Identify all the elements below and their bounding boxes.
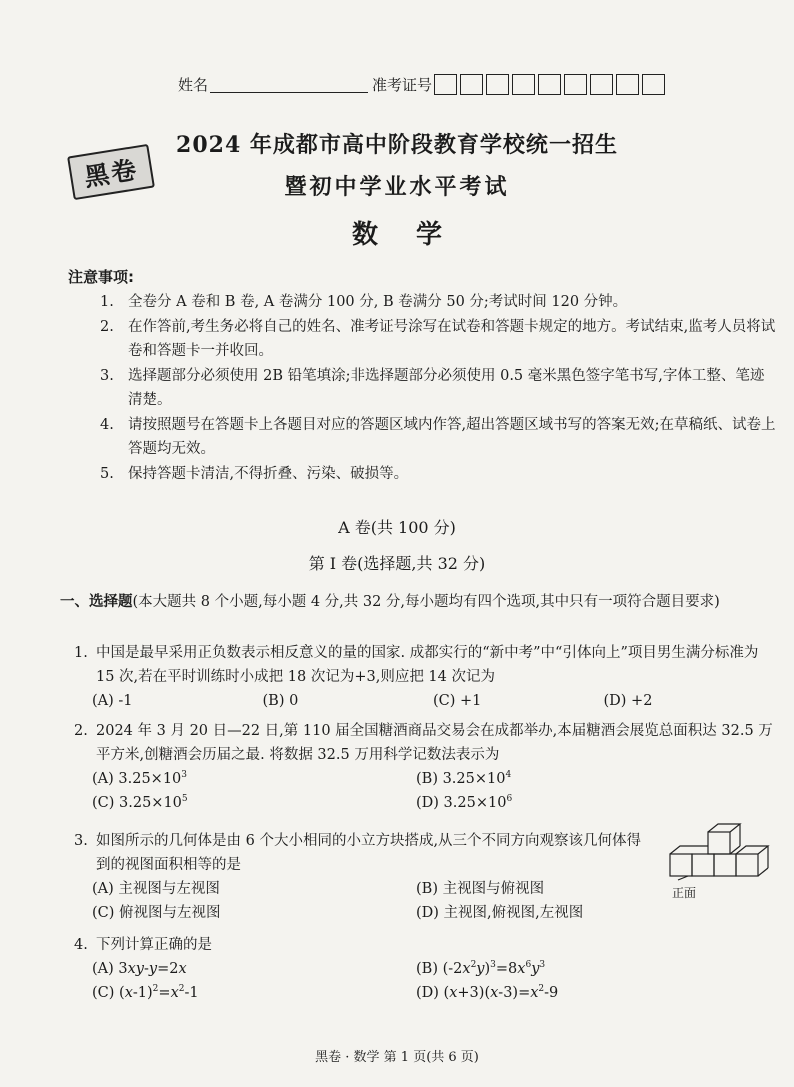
option-c: (C) 俯视图与左视图 xyxy=(92,905,221,921)
ticket-digit-box[interactable] xyxy=(616,74,639,95)
part1-label: 一、选择题 xyxy=(60,594,133,610)
option-c: (C) $3.25\times 10^5$ xyxy=(92,794,188,811)
black-paper-stamp: 黑卷 xyxy=(67,144,155,200)
note-item: 3. 选择题部分必须使用 2B 铅笔填涂;非选择题部分必须使用 0.5 毫米黑色签字笔书写,字体工整、笔迹清楚。 xyxy=(100,367,765,408)
note-item: 4. 请按照题号在答题卡上各题目对应的答题区域内作答,超出答题区域书写的答案无效;在草稿纸、试卷上答题均无效。 xyxy=(100,416,776,457)
cube-solid-figure xyxy=(664,820,776,884)
exam-title-line2: 暨初中学业水平考试 xyxy=(284,174,510,200)
front-view-label: 正面 xyxy=(672,886,697,900)
question-options xyxy=(92,981,774,1005)
notes-heading: 注意事项: xyxy=(68,268,134,286)
option-d: (D) +2 xyxy=(603,693,653,709)
section-a-heading: A 卷(共 100 分) xyxy=(338,518,456,537)
ticket-label: 准考证号 xyxy=(372,76,433,94)
question-stem: 2024 年 3 月 20 日—22 日,第 110 届全国糖酒商品交易会在成都举办,本届糖酒会展览总面积达 32.5 万平方米,创糖酒会历届之最. 将数据 32.5 万用科学记数法表示为 xyxy=(96,723,773,763)
question-1: 1. 中国是最早采用正负数表示相反意义的量的国家. 成都实行的“新中考”中“引体向上”项目男生满分标准为 15 次,若在平时训练时小成把 18 次记为+3,则应把 14 次记为 (A) -1 (B) 0 (C) +1 (D) +2 xyxy=(74,641,774,713)
page-footer: 黑卷 · 数学 第 1 页(共 6 页) xyxy=(315,1050,479,1065)
option-d: (D) 主视图,俯视图,左视图 xyxy=(416,905,584,921)
ticket-digit-box[interactable] xyxy=(590,74,613,95)
ticket-digit-box[interactable] xyxy=(460,74,483,95)
ticket-digit-box[interactable] xyxy=(434,74,457,95)
ticket-digit-box[interactable] xyxy=(564,74,587,95)
exam-title-line1: 2024 年成都市高中阶段教育学校统一招生 xyxy=(176,132,618,158)
question-4: 4. 下列计算正确的是 (A) 3xy-y=2x (B) $(-2x^2y)^3=8x^6y^3$ (C) $(x-1)^2=x^2-1$ (D) $(x+3)(x-3)=x^2-9$ xyxy=(74,933,774,1005)
option-b: (B) $3.25\times 10^4$ xyxy=(416,770,512,787)
option-c: (C) +1 xyxy=(433,693,482,709)
note-item: 5. 保持答题卡清洁,不得折叠、污染、破损等。 xyxy=(100,465,409,482)
question-3-options xyxy=(74,877,774,925)
option-a: (A) $3.25\times 10^3$ xyxy=(92,770,188,787)
question-stem: 中国是最早采用正负数表示相反意义的量的国家. 成都实行的“新中考”中“引体向上”项目男生满分标准为 15 次,若在平时训练时小成把 18 次记为+3,则应把 14 次记为 xyxy=(96,645,759,685)
subject-title: 数学 xyxy=(351,220,480,250)
option-b: (B) 0 xyxy=(262,693,299,709)
question-options xyxy=(92,767,774,791)
option-d: (D) $3.25\times 10^6$ xyxy=(416,794,513,811)
ticket-number-boxes[interactable] xyxy=(434,74,668,95)
question-options xyxy=(92,689,774,713)
candidate-info-row xyxy=(178,74,668,95)
section-1-heading: 第 Ⅰ 卷(选择题,共 32 分) xyxy=(308,554,486,573)
option-a: (A) -1 xyxy=(92,693,133,709)
ticket-digit-box[interactable] xyxy=(486,74,509,95)
option-a: (A) 3xy-y=2x xyxy=(92,961,187,977)
option-d: (D) $(x+3)(x-3)=x^2-9$ xyxy=(416,984,559,1001)
question-options xyxy=(92,957,774,981)
ticket-digit-box[interactable] xyxy=(512,74,535,95)
option-b: (B) 主视图与俯视图 xyxy=(416,881,545,897)
ticket-digit-box[interactable] xyxy=(642,74,665,95)
option-b: (B) $(-2x^2y)^3=8x^6y^3$ xyxy=(416,960,546,977)
question-2: 2. 2024 年 3 月 20 日—22 日,第 110 届全国糖酒商品交易会在成都举办,本届糖酒会展览总面积达 32.5 万平方米,创糖酒会历届之最. 将数据 32.5 万用科学记数法表示为 (A) $3.25\times 10^3$ (B) $3.25\times 10^4$ (C) $3.25\times 10^5$ (D) $3.25\times 10^6$ xyxy=(74,719,774,815)
part1-instruction: 一、选择题(本大题共 8 个小题,每小题 4 分,共 32 分,每小题均有四个选项,其中只有一项符合题目要求) xyxy=(60,594,720,610)
note-item: 2. 在作答前,考生务必将自己的姓名、准考证号涂写在试卷和答题卡规定的地方。考试结束,监考人员将试卷和答题卡一并收回。 xyxy=(100,318,776,359)
notes-list xyxy=(100,290,776,486)
option-a: (A) 主视图与左视图 xyxy=(92,881,220,897)
question-stem: 如图所示的几何体是由 6 个大小相同的小立方块搭成,从三个不同方向观察该几何体得到的视图面积相等的是 xyxy=(96,833,642,873)
question-options xyxy=(92,791,774,815)
ticket-digit-box[interactable] xyxy=(538,74,561,95)
note-item: 1. 全卷分 A 卷和 B 卷, A 卷满分 100 分, B 卷满分 50 分;考试时间 120 分钟。 xyxy=(100,294,628,310)
name-blank-line[interactable] xyxy=(210,78,368,93)
option-c: (C) $(x-1)^2=x^2-1$ xyxy=(92,984,199,1001)
question-stem: 下列计算正确的是 xyxy=(96,937,212,953)
name-label: 姓名 xyxy=(178,76,209,94)
question-3: 3. 如图所示的几何体是由 6 个大小相同的小立方块搭成,从三个不同方向观察该几何体得到的视图面积相等的是 xyxy=(74,829,654,877)
